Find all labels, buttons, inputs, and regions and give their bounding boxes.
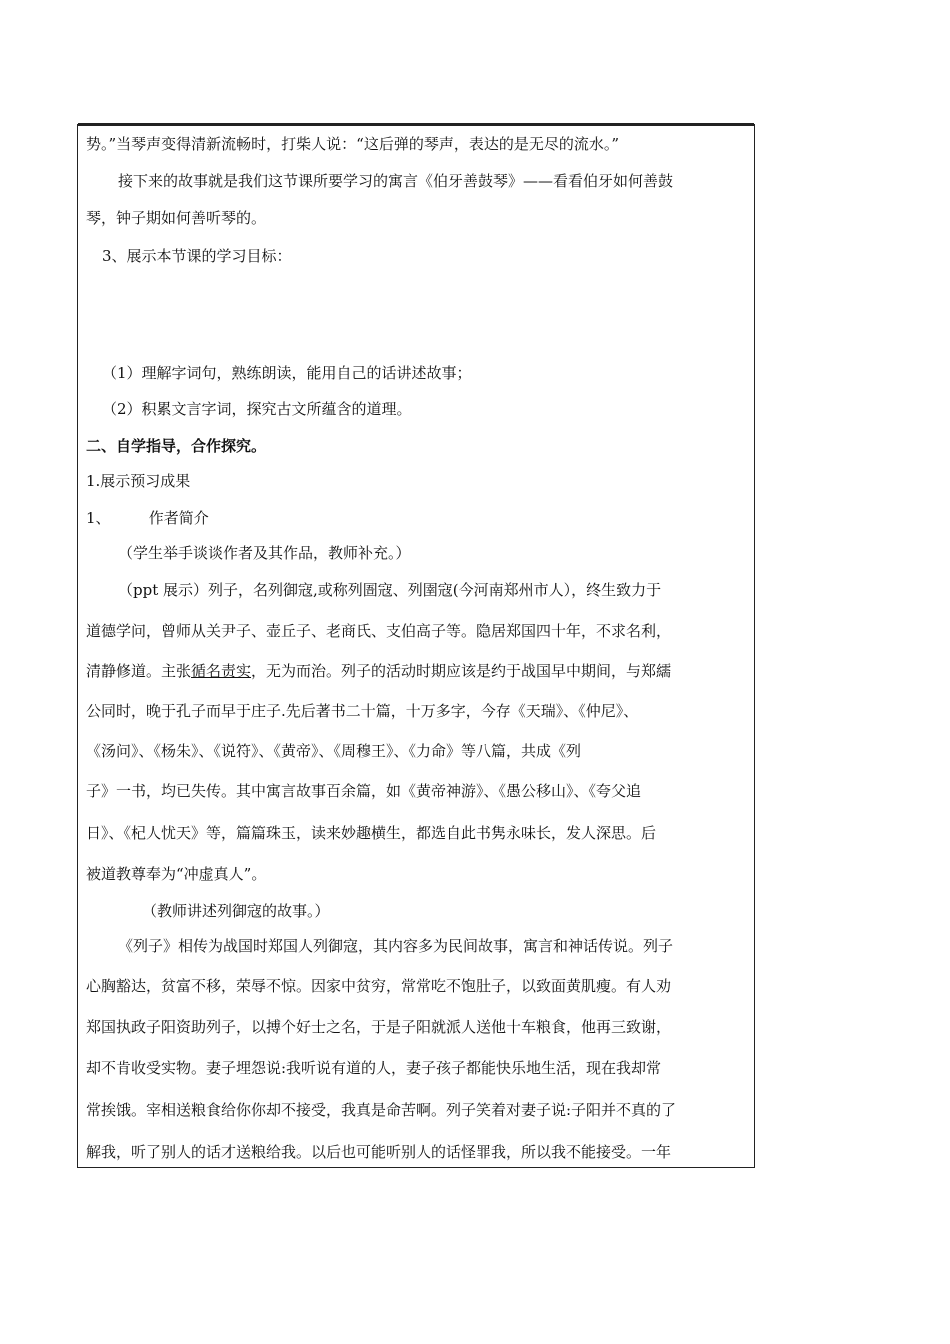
paragraph-line: 道德学问，曾师从关尹子、壶丘子、老商氏、支伯高子等。隐居郑国四十年，不求名利， [86,622,672,640]
section-heading: 3、展示本节课的学习目标： [102,247,292,265]
objective-item: （1）理解字词句，熟练朗读，能用自己的话讲述故事； [102,364,472,382]
paragraph-line: 却不肯收受实物。妻子埋怨说:我听说有道的人，妻子孩子都能快乐地生活，现在我却常 [86,1059,662,1077]
paragraph-line: 日》、《杞人忧天》等，篇篇珠玉，读来妙趣横生，都选自此书隽永味长，发人深思。后 [86,824,657,842]
note-line: （学生举手谈谈作者及其作品，教师补充。） [118,544,411,562]
paragraph-line [86,661,671,681]
paragraph-line: 琴，钟子期如何善听琴的。 [86,209,267,227]
section-heading: 二、自学指导，合作探究。 [86,437,267,455]
text-segment: ，无为而治。列子的活动时期应该是约于战国早中期间，与郑繻 [251,662,672,680]
objective-item: （2）积累文言字词，探究古文所蕴含的道理。 [102,400,412,418]
paragraph-line: 解我，听了别人的话才送粮给我。以后也可能听别人的话怪罪我，所以我不能接受。一年 [86,1143,672,1161]
paragraph-line: 心胸豁达，贫富不移，荣辱不惊。因家中贫穷，常常吃不饱肚子，以致面黄肌瘦。有人劝 [86,977,672,995]
paragraph-line: 势。”当琴声变得清新流畅时，打柴人说：“这后弹的琴声，表达的是无尽的流水。” [86,135,620,153]
paragraph-line: 常挨饿。宰相送粮食给你你却不接受，我真是命苦啊。列子笑着对妻子说:子阳并不真的了 [86,1101,677,1119]
subsection-heading: 1、 作者简介 [86,509,209,527]
note-line: （教师讲述列御寇的故事。） [142,902,330,920]
paragraph-line: 公同时，晚于孔子而早于庄子.先后著书二十篇，十万多字，今存《天瑞》、《仲尼》、 [86,702,639,720]
paragraph-line: 被道教尊奉为“冲虚真人”。 [86,865,267,883]
paragraph-line: 《列子》相传为战国时郑国人列御寇，其内容多为民间故事，寓言和神话传说。列子 [118,937,674,955]
text-segment: 清静修道。主张 [86,662,192,680]
paragraph-line: （ppt 展示）列子，名列御寇,或称列圄寇、列圉寇(今河南郑州市人），终生致力于 [118,581,662,599]
paragraph-line: 接下来的故事就是我们这节课所要学习的寓言《伯牙善鼓琴》——看看伯牙如何善鼓 [118,172,674,190]
paragraph-line: 子》一书，均已失传。其中寓言故事百余篇，如《黄帝神游》、《愚公移山》、《夸父追 [86,782,642,800]
underlined-term: 循名责实 [191,662,252,680]
paragraph-line: 郑国执政子阳资助列子，以搏个好士之名，于是子阳就派人送他十车粮食，他再三致谢， [86,1018,672,1036]
paragraph-line: 《汤问》、《杨朱》、《说符》、《黄帝》、《周穆王》、《力命》等八篇，共成《列 [86,742,582,760]
table-frame [77,124,755,1168]
subsection-heading: 1.展示预习成果 [86,472,191,490]
